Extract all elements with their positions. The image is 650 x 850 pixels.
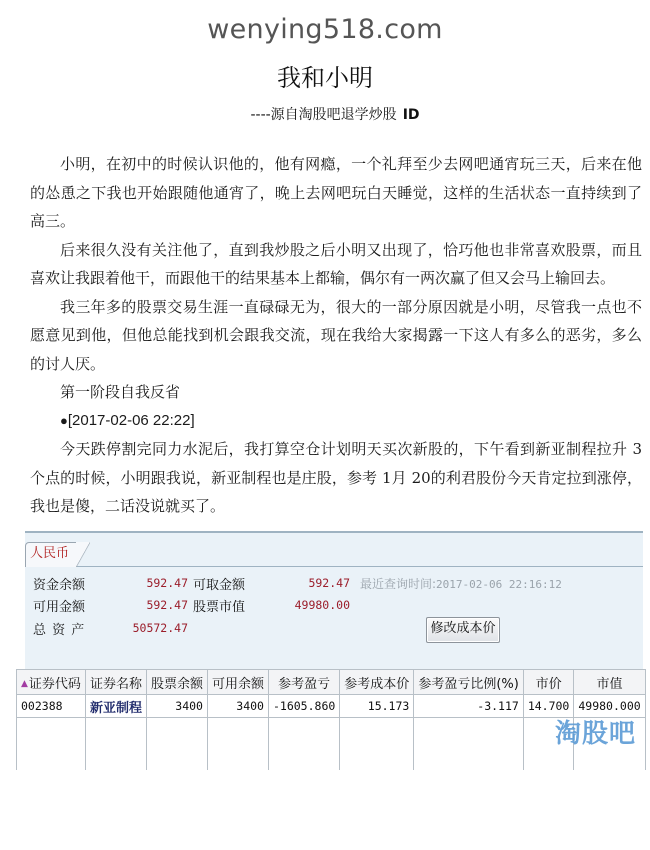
currency-tab-strip <box>25 533 643 567</box>
cash-balance-label: 资金余额 <box>33 578 86 593</box>
table-row[interactable] <box>17 695 646 718</box>
modify-cost-price-button[interactable]: 修改成本价 <box>426 617 500 643</box>
document-subtitle <box>0 104 650 124</box>
paragraph: 后来很久没有关注他了，直到我炒股之后小明又出现了，恰巧他也非常喜欢股票，而且喜欢让我跟着他干，而跟他干的结果基本上都输，偶尔有一两次赢了但又会马上输回去。 <box>30 240 642 287</box>
stock-value-value: 49980.00 <box>294 598 350 612</box>
total-assets-label: 总 资 产 <box>33 623 86 638</box>
empty-row <box>17 718 646 771</box>
cash-balance-value: 592.47 <box>146 576 188 590</box>
section-heading: 第一阶段自我反省 <box>60 383 181 401</box>
positions-table <box>16 669 646 770</box>
last-query-label: 最近查询时间: <box>360 577 437 591</box>
col-market-value[interactable]: 市值 <box>574 670 645 695</box>
subtitle-source: ----源自淘股吧退学炒股 <box>250 107 397 123</box>
col-price[interactable]: 市价 <box>523 670 574 695</box>
table-header-row <box>17 670 646 695</box>
available-funds-value: 592.47 <box>146 598 188 612</box>
withdrawable-label: 可取金额 <box>193 578 246 593</box>
entry-text: 今天跌停割完同力水泥后，我打算空仓计划明天买次新股的，下午看到新亚制程拉升 3个点的时候，小明跟我说，新亚制程也是庄股，参考 1月 20的利君股份今天肯定拉到涨停，我也是傻，二话没说就买了。 <box>30 440 642 515</box>
col-ref-cost[interactable]: 参考成本价 <box>340 670 414 695</box>
paragraph: 我三年多的股票交易生涯一直碌碌无为，很大的一部分原因就是小明，尽管我一点也不愿意见到他，但他总能找到机会跟我交流，现在我给大家揭露一下这人有多么的恶劣，多么的讨人厌。 <box>30 297 642 373</box>
entry-header <box>30 407 642 436</box>
bullet-icon: ● <box>60 412 68 428</box>
cell-stock-balance: 3400 <box>146 695 207 718</box>
available-funds-label: 可用金额 <box>33 600 86 615</box>
col-stock-balance[interactable]: 股票余额 <box>146 670 207 695</box>
col-ref-pnl-pct[interactable]: 参考盈亏比例(%) <box>414 670 524 695</box>
cell-ref-pnl-pct: -3.117 <box>414 695 524 718</box>
cell-code: 002388 <box>17 695 86 718</box>
cell-ref-pnl: -1605.860 <box>268 695 339 718</box>
cell-name: 新亚制程 <box>85 695 146 718</box>
withdrawable-value: 592.47 <box>308 576 350 590</box>
article-body <box>30 150 642 521</box>
subtitle-id: ID <box>402 107 420 123</box>
taoguba-logo: 淘股吧 <box>555 719 637 749</box>
entry-date: [2017-02-06 22:22] <box>67 411 195 429</box>
cell-market-value: 49980.000 <box>574 695 645 718</box>
document-title: 我和小明 <box>277 64 373 92</box>
col-security-name[interactable]: 证券名称 <box>85 670 146 695</box>
sort-ascending-icon: ▲ <box>21 678 28 689</box>
col-security-code[interactable]: ▲证券代码 <box>17 670 86 695</box>
tab-rmb[interactable]: 人民币 <box>25 542 77 567</box>
cell-available-balance: 3400 <box>207 695 268 718</box>
cell-price: 14.700 <box>523 695 574 718</box>
trading-account-panel <box>21 531 643 761</box>
col-available-balance[interactable]: 可用余额 <box>207 670 268 695</box>
col-ref-pnl[interactable]: 参考盈亏 <box>268 670 339 695</box>
last-query-time <box>360 575 562 592</box>
last-query-timestamp: 2017-02-06 22:16:12 <box>436 578 562 591</box>
cell-ref-cost: 15.173 <box>340 695 414 718</box>
stock-value-label: 股票市值 <box>193 600 246 615</box>
paragraph: 小明，在初中的时候认识他的，他有网瘾，一个礼拜至少去网吧通宵玩三天，后来在他的怂恿之下我也开始跟随他通宵了，晚上去网吧玩白天睡觉，这样的生活状态一直持续到了高三。 <box>30 155 642 230</box>
site-watermark: wenying518.com <box>207 14 443 45</box>
total-assets-value: 50572.47 <box>132 621 188 635</box>
